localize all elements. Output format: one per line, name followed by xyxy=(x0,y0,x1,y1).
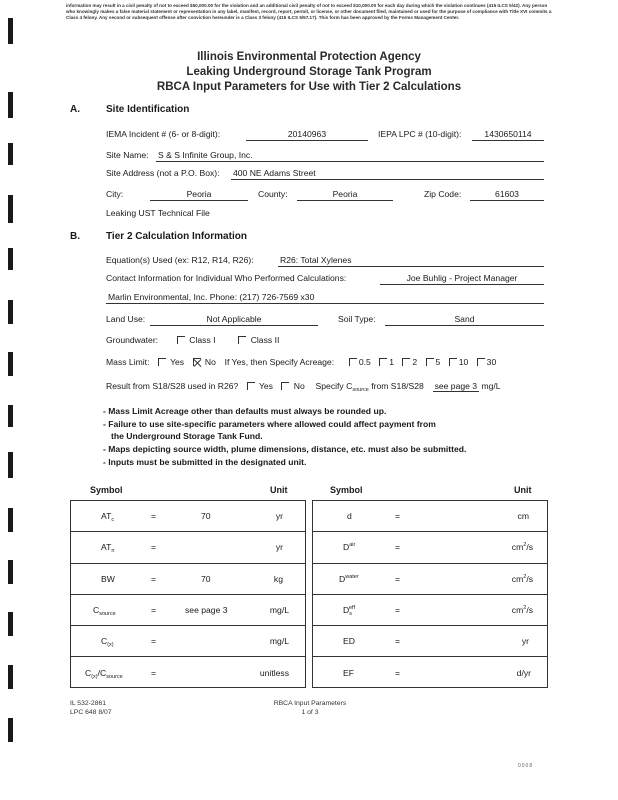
symbol-dair: $D^{air}$ xyxy=(343,542,356,553)
section-a-title: Site Identification xyxy=(106,104,190,115)
technical-file-label: Leaking UST Technical File xyxy=(106,208,210,218)
symbol-dwater: $D^{water}$ xyxy=(339,573,359,584)
land-use-field[interactable]: Not Applicable xyxy=(150,314,318,326)
acreage-0-5-label: 0.5 xyxy=(358,357,371,367)
table-row xyxy=(313,532,547,563)
legal-disclaimer: information may result in a civil penalty of not to exceed $50,000.00 for the violation and an additional civil penalty of not to exceed $10,000.00 for each day during which the violation continues (415 ILCS 5/42). Any person who knowingly makes a false material statement or representation in any label, manifest, record, report, permit, or license, or other document filed, maintained or used for the purpose of compliance with Title XVI commits a Class 4 felony. Any second or subsequent offense after conviction hereunder is a Class 3 felony (415 ILCS 5/57.17). This form has been approved by the Forms Management Center. xyxy=(66,3,552,21)
form-number: IL 532-2861 xyxy=(70,700,107,707)
table-row xyxy=(71,626,305,657)
specify-unit: mg/L xyxy=(481,381,501,391)
iema-label: IEMA Incident # (6- or 8-digit): xyxy=(106,129,221,139)
eq-sign: = xyxy=(395,604,401,615)
site-name-label: Site Name: xyxy=(106,150,149,160)
symbol-cx-csource: $C_{(x)}/C_{source}$ xyxy=(85,667,123,680)
contact-label: Contact Information for Individual Who Performed Calculations: xyxy=(106,273,347,283)
binding-marks xyxy=(8,0,16,800)
acreage-1-checkbox[interactable] xyxy=(379,358,387,366)
result-label: Result from S18/S28 used in R26? xyxy=(106,381,239,391)
left-unit-header: Unit xyxy=(270,485,288,495)
right-unit-header: Unit xyxy=(514,485,532,495)
eq-sign: = xyxy=(151,542,157,553)
mass-limit-label: Mass Limit: xyxy=(106,357,150,367)
groundwater-row xyxy=(106,335,279,346)
specify-suffix: from S18/S28 xyxy=(371,381,424,391)
unit-cx: mg/L xyxy=(269,636,289,647)
acreage-0-5-checkbox[interactable] xyxy=(349,358,357,366)
class-1-label: Class I xyxy=(189,335,216,345)
eq-sign: = xyxy=(395,511,401,521)
site-name-field[interactable]: S & S Infinite Group, Inc. xyxy=(156,150,544,162)
unit-dseff: $cm^2/s$ xyxy=(511,604,533,615)
symbol-atc: $AT_c$ xyxy=(101,511,115,523)
page-stamp: 0008 xyxy=(518,763,534,769)
eq-sign: = xyxy=(151,667,157,678)
iema-incident-field[interactable]: 20140963 xyxy=(246,129,368,141)
unit-ef: d/yr xyxy=(516,667,531,678)
table-row xyxy=(313,595,547,626)
table-row xyxy=(313,626,547,657)
mass-limit-row xyxy=(106,357,496,368)
land-use-label: Land Use: xyxy=(106,314,146,324)
acreage-1-label: 1 xyxy=(389,357,394,367)
acreage-30-checkbox[interactable] xyxy=(477,358,485,366)
equations-label: Equation(s) Used (ex: R12, R14, R26): xyxy=(106,255,254,265)
acreage-5-label: 5 xyxy=(435,357,441,367)
note-maps: - Maps depicting source width, plume dimensions, distance, etc. must also be submitted. xyxy=(103,444,467,455)
soil-type-label: Soil Type: xyxy=(338,314,376,324)
acreage-2-checkbox[interactable] xyxy=(402,358,410,366)
section-b-letter: B. xyxy=(70,231,80,242)
zip-code-field[interactable]: 61603 xyxy=(470,189,544,201)
result-yes-checkbox[interactable] xyxy=(247,382,255,390)
symbol-atn: $AT_n$ xyxy=(101,542,115,555)
eq-sign: = xyxy=(395,542,401,553)
eq-sign: = xyxy=(395,636,401,647)
note-site-specific-cont: the Underground Storage Tank Fund. xyxy=(111,431,263,442)
value-atc[interactable]: 70 xyxy=(201,511,211,521)
specify-label: Specify C xyxy=(315,381,353,391)
table-row xyxy=(71,532,305,563)
instructions-notes xyxy=(103,406,533,470)
city-label: City: xyxy=(106,189,124,199)
acreage-10-label: 10 xyxy=(458,357,469,367)
zip-label: Zip Code: xyxy=(424,189,462,199)
eq-sign: = xyxy=(395,667,401,678)
table-row xyxy=(313,658,547,689)
eq-sign: = xyxy=(395,573,401,584)
form-header xyxy=(66,50,552,95)
table-row xyxy=(71,564,305,595)
unit-dair: $cm^2/s$ xyxy=(511,542,533,553)
section-a-letter: A. xyxy=(70,104,80,115)
soil-type-field[interactable]: Sand xyxy=(385,314,544,326)
mass-limit-no-checkbox[interactable] xyxy=(193,358,201,366)
acreage-5-checkbox[interactable] xyxy=(426,358,434,366)
result-row xyxy=(106,381,501,396)
lpc-code: LPC 648 8/07 xyxy=(70,708,112,716)
unit-csource: mg/L xyxy=(269,604,289,615)
lpc-label: IEPA LPC # (10-digit): xyxy=(378,129,462,139)
page-number: 1 of 3 xyxy=(301,708,319,716)
result-no-checkbox[interactable] xyxy=(281,382,289,390)
iepa-lpc-field[interactable]: 1430650114 xyxy=(472,129,544,141)
specify-sub: source xyxy=(352,387,369,393)
symbol-bw: BW xyxy=(101,573,115,584)
symbol-csource: $C_{source}$ xyxy=(93,604,116,617)
footer-form-info xyxy=(70,700,112,717)
symbol-cx: $C_{(x)}$ xyxy=(101,636,114,649)
result-yes-label: Yes xyxy=(258,381,273,391)
table-row xyxy=(71,658,305,689)
note-units: - Inputs must be submitted in the designated unit. xyxy=(103,456,307,467)
table-row xyxy=(313,564,547,595)
unit-bw: kg xyxy=(273,573,283,584)
unit-d: cm xyxy=(517,511,529,521)
left-parameter-table xyxy=(70,500,306,688)
contact-field[interactable]: Joe Buhlig - Project Manager xyxy=(380,273,544,285)
unit-atc: yr xyxy=(275,511,283,521)
note-mass-limit: - Mass Limit Acreage other than defaults must always be rounded up. xyxy=(103,406,387,416)
eq-sign: = xyxy=(151,511,157,521)
right-symbol-header: Symbol xyxy=(330,485,363,495)
city-field[interactable]: Peoria xyxy=(150,189,248,201)
county-field[interactable]: Peoria xyxy=(297,189,393,201)
county-label: County: xyxy=(258,189,288,199)
footer-title-block xyxy=(240,700,380,717)
symbol-dseff: $D_s^{eff}$ xyxy=(343,604,355,617)
symbol-ef: EF xyxy=(343,667,354,678)
mass-limit-yes-checkbox[interactable] xyxy=(158,358,166,366)
class-2-checkbox[interactable] xyxy=(238,336,246,344)
symbol-d: d xyxy=(347,511,352,521)
result-no-label: No xyxy=(293,381,305,391)
symbol-ed: ED xyxy=(343,636,355,647)
unit-ed: yr xyxy=(521,636,529,647)
table-row xyxy=(71,501,305,532)
groundwater-label: Groundwater: xyxy=(106,335,159,345)
form-title: RBCA Input Parameters for Use with Tier 2 Calculations xyxy=(156,81,462,93)
eq-sign: = xyxy=(151,636,157,647)
acreage-2-label: 2 xyxy=(412,357,418,367)
unit-dwater: $cm^2/s$ xyxy=(511,573,533,584)
program-title: Leaking Underground Storage Tank Program xyxy=(186,66,432,78)
value-csource[interactable]: see page 3 xyxy=(185,604,228,615)
contact-field-line2[interactable]: Marlin Environmental, Inc. Phone: (217) 726-7569 x30 xyxy=(106,292,544,304)
specify-csource-field[interactable]: see page 3 xyxy=(434,381,478,391)
table-row xyxy=(71,595,305,626)
site-address-label: Site Address (not a P.O. Box): xyxy=(106,168,220,178)
section-b-title: Tier 2 Calculation Information xyxy=(106,231,247,242)
unit-cx-csource: unitless xyxy=(259,667,289,678)
agency-title: Illinois Environmental Protection Agency xyxy=(197,51,421,63)
value-bw[interactable]: 70 xyxy=(201,573,211,584)
eq-sign: = xyxy=(151,573,157,584)
equations-field[interactable]: R26: Total Xylenes xyxy=(278,255,544,267)
site-address-field[interactable]: 400 NE Adams Street xyxy=(231,168,544,180)
acreage-30-label: 30 xyxy=(486,357,497,367)
unit-atn: yr xyxy=(275,542,283,553)
acreage-label: If Yes, then Specify Acreage: xyxy=(224,357,335,367)
class-1-checkbox[interactable] xyxy=(177,336,185,344)
note-site-specific: - Failure to use site-specific parameters where allowed could affect payment from xyxy=(103,418,436,429)
class-2-label: Class II xyxy=(250,335,280,345)
acreage-10-checkbox[interactable] xyxy=(449,358,457,366)
mass-limit-no-label: No xyxy=(204,357,216,367)
left-symbol-header: Symbol xyxy=(90,485,123,495)
eq-sign: = xyxy=(151,604,157,615)
right-parameter-table xyxy=(312,500,548,688)
footer-title: RBCA Input Parameters xyxy=(273,700,347,707)
table-row xyxy=(313,501,547,532)
mass-limit-yes-label: Yes xyxy=(170,357,185,367)
